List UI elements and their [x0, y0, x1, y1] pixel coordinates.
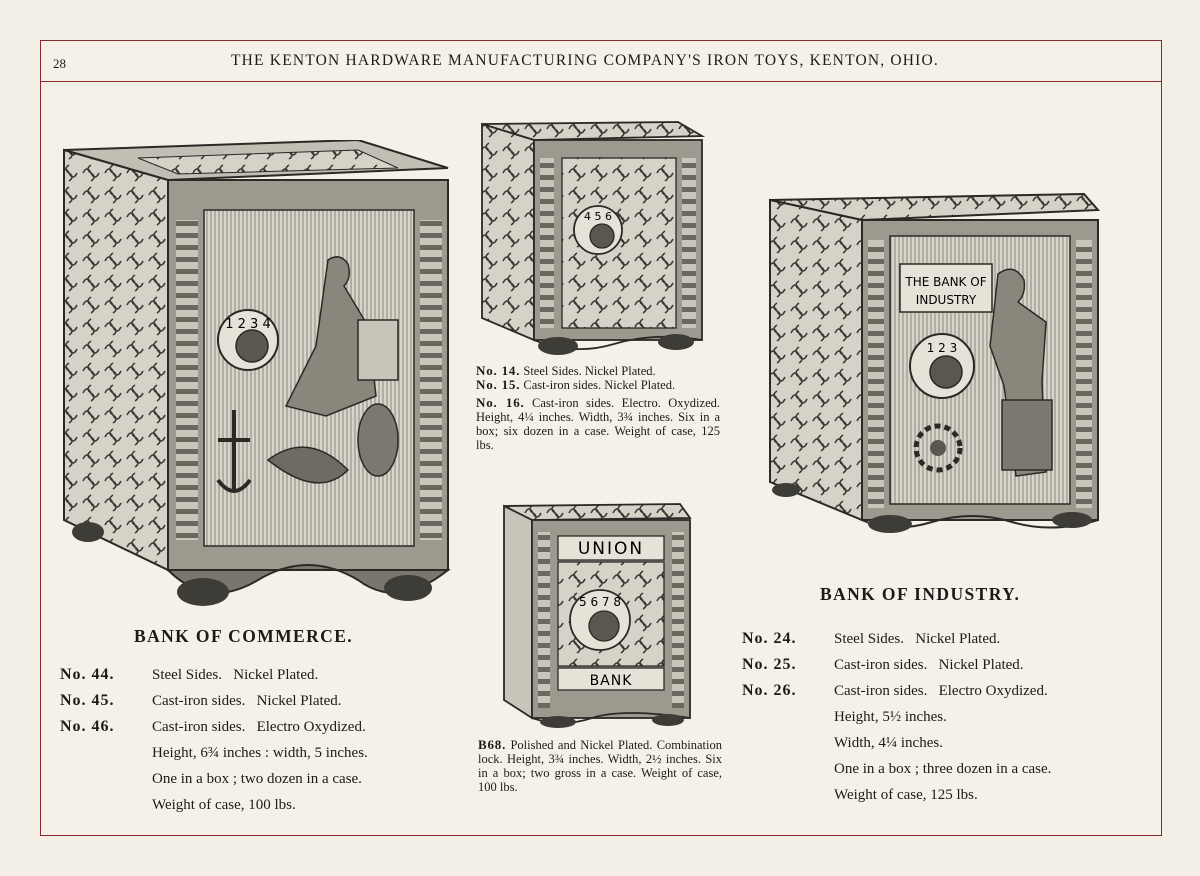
- bank-of-commerce-illustration: [58, 140, 458, 610]
- bank-of-industry-illustration: [766, 190, 1106, 545]
- item-description: Cast-iron sides. Electro Oxydized.: [152, 719, 366, 735]
- industry-plaque-line2: INDUSTRY: [915, 293, 977, 307]
- union-bottom-label: BANK: [589, 673, 633, 689]
- union-bank-illustration: [500, 502, 695, 730]
- item-number: No. 14.: [476, 363, 521, 378]
- industry-plaque-line1: THE BANK OF: [905, 275, 987, 289]
- small-safe-specs: [476, 364, 720, 452]
- detail-line: Height, 6¾ inches : width, 5 inches.: [152, 745, 368, 761]
- page-header: [41, 41, 1161, 82]
- small-safe-illustration: [478, 118, 708, 358]
- item-description: Cast-iron sides. Electro Oxydized.: [834, 683, 1048, 699]
- item-description: Steel Sides. Nickel Plated.: [523, 364, 656, 378]
- union-dial-numbers: 5 6 7 8: [579, 595, 621, 609]
- spec-row: [476, 396, 720, 452]
- detail-line: Weight of case, 125 lbs.: [834, 787, 978, 803]
- spec-row: [742, 626, 1051, 652]
- item-number: No. 24.: [742, 630, 797, 647]
- bank-of-industry-specs: [742, 626, 1051, 808]
- bank-of-industry-title: BANK OF INDUSTRY.: [820, 584, 1021, 604]
- bank-of-commerce-specs: [60, 662, 368, 818]
- commerce-dial-numbers: 1 2 3 4: [225, 317, 271, 332]
- item-description: Cast-iron sides. Nickel Plated.: [834, 657, 1024, 673]
- item-number: No. 16.: [476, 395, 525, 410]
- item-description: Steel Sides. Nickel Plated.: [152, 667, 319, 683]
- small-safe-dial-numbers: 4 5 6: [584, 210, 612, 223]
- spec-row: [60, 662, 368, 688]
- detail-line: One in a box ; two dozen in a case.: [152, 771, 362, 787]
- spec-row: [742, 678, 1051, 704]
- item-number: No. 46.: [60, 718, 115, 735]
- item-number: B68.: [478, 737, 507, 752]
- detail-line: Width, 4¼ inches.: [834, 735, 943, 751]
- page-number: 28: [53, 56, 66, 71]
- spec-row: [476, 378, 720, 392]
- detail-line: Weight of case, 100 lbs.: [152, 797, 296, 813]
- item-number: No. 45.: [60, 692, 115, 709]
- spec-row: [60, 714, 368, 740]
- union-bank-specs: [478, 738, 722, 794]
- item-description: Cast-iron sides. Nickel Plated.: [152, 693, 342, 709]
- item-number: No. 44.: [60, 666, 115, 683]
- item-number: No. 25.: [742, 656, 797, 673]
- spec-row: [60, 688, 368, 714]
- detail-line: One in a box ; three dozen in a case.: [834, 761, 1052, 777]
- running-head: THE KENTON HARDWARE MANUFACTURING COMPANY'S IRON TOYS, KENTON, OHIO.: [231, 52, 940, 69]
- item-number: No. 26.: [742, 682, 797, 699]
- industry-dial-numbers: 1 2 3: [926, 341, 958, 355]
- union-top-label: UNION: [577, 539, 645, 559]
- spec-row: [476, 364, 720, 378]
- detail-line: Height, 5½ inches.: [834, 709, 947, 725]
- item-description: Steel Sides. Nickel Plated.: [834, 631, 1001, 647]
- item-description: Cast-iron sides. Nickel Plated.: [523, 378, 676, 392]
- item-number: No. 15.: [476, 377, 521, 392]
- item-description: Polished and Nickel Plated. Combination lock. Height, 3¾ inches. Width, 2½ inches. Six in a box; two gross in a case. Weight of case, 100 lbs.: [478, 738, 722, 794]
- item-description: Cast-iron sides. Electro. Oxydized. Height, 4¼ inches. Width, 3¾ inches. Six in a box; six dozen in a case. Weight of case, 125 lbs.: [476, 396, 720, 452]
- bank-of-commerce-title: BANK OF COMMERCE.: [134, 626, 354, 646]
- spec-row: [742, 652, 1051, 678]
